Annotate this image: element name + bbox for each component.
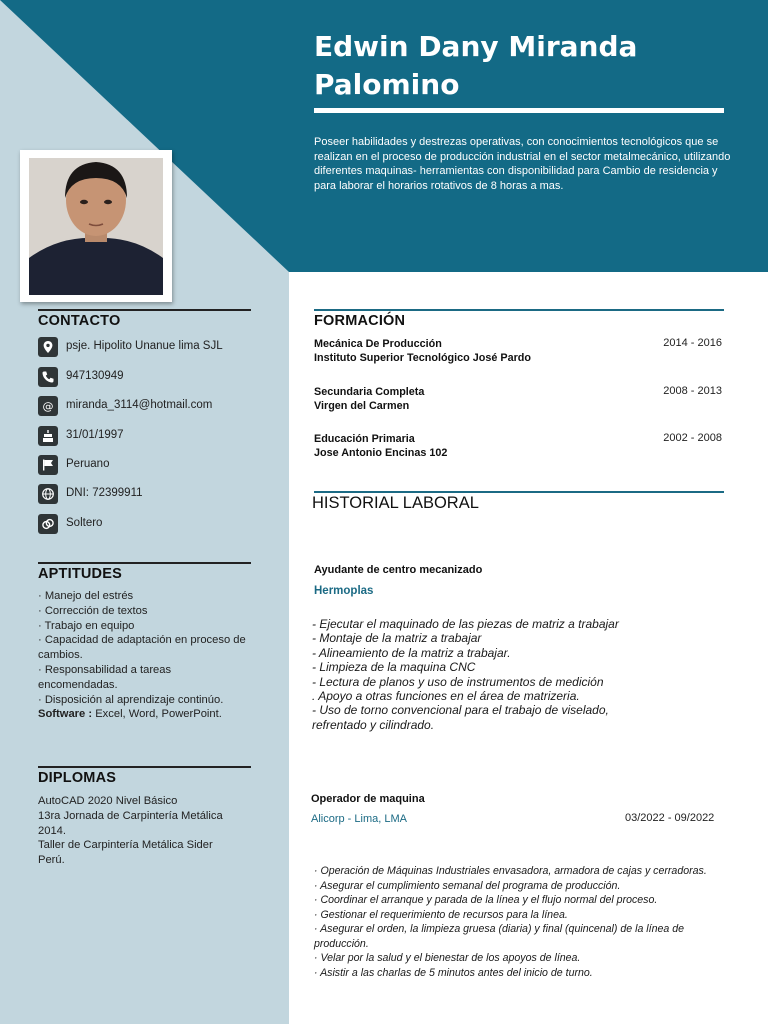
- location-icon: [38, 337, 58, 357]
- duty-item: . Apoyo a otras funciones en el área de matrizeria.: [312, 689, 580, 704]
- phone-icon: [38, 367, 58, 387]
- formacion-section-title: FORMACIÓN: [314, 313, 406, 329]
- objective-text: Poseer habilidades y destrezas operativas, con conocimientos tecnológicos que se realizan en el proceso de producción industrial en el sector metalmecánico, utilizando diferentes maquinas- herramientas con disponibilidad para Cambio de residencia y para laborar el horarios rotativos de 8 horas a mas.: [314, 136, 731, 192]
- education-degree: Secundaria Completa: [314, 386, 425, 398]
- duty-item: · Velar por la salud y el bienestar de los apoyos de línea.: [314, 952, 581, 964]
- job-company-name: Alicorp: [311, 813, 345, 825]
- list-item: Taller de Carpintería Metálica Sider Perú.: [38, 839, 213, 867]
- list-item: AutoCAD 2020 Nivel Básico: [38, 795, 178, 807]
- contact-dni: [38, 484, 278, 504]
- education-years: 2008 - 2013: [663, 385, 722, 397]
- diplomas-rule: [38, 766, 251, 768]
- duty-item: · Asegurar el orden, la limpieza gruesa (diaria) y final (quincenal) de la línea de producción.: [314, 923, 684, 950]
- contact-email: [38, 396, 278, 416]
- historial-section-title: HISTORIAL LABORAL: [312, 494, 479, 512]
- diplomas-section-title: DIPLOMAS: [38, 770, 117, 786]
- contact-phone-text: 947130949: [66, 370, 124, 382]
- duty-item: · Operación de Máquinas Industriales envasadora, armadora de cajas y cerradoras.: [314, 865, 707, 877]
- historial-rule: [314, 491, 724, 493]
- duty-item: - Uso de torno convencional para el trabajo de viselado, refrentado y cilindrado.: [312, 703, 609, 732]
- job-duties: [314, 864, 734, 980]
- aptitudes-section-title: APTITUDES: [38, 566, 122, 582]
- education-school: Jose Antonio Encinas 102: [314, 447, 448, 459]
- education-school: Instituto Superior Tecnológico José Pardo: [314, 352, 531, 364]
- list-item: · Corrección de textos: [38, 604, 148, 617]
- profile-photo: [29, 158, 163, 295]
- education-school: Virgen del Carmen: [314, 400, 410, 412]
- job-company: [311, 813, 407, 825]
- duty-item: · Gestionar el requerimiento de recursos para la línea.: [314, 908, 568, 921]
- list-item: · Responsabilidad a tareas encomendadas.: [38, 663, 172, 691]
- job-location: - Lima, LMA: [344, 813, 407, 825]
- job-company: Hermoplas: [314, 585, 374, 597]
- contact-section-title: CONTACTO: [38, 313, 121, 329]
- contact-nationality: [38, 455, 278, 475]
- name-underline: [314, 108, 724, 113]
- aptitudes-list: [38, 589, 253, 722]
- at-icon: [38, 396, 58, 416]
- duty-item: · Asegurar el cumplimiento semanal del programa de producción.: [314, 879, 621, 892]
- education-entry: [314, 432, 724, 462]
- contact-address-text: psje. Hipolito Unanue lima SJL: [66, 340, 223, 352]
- duty-item: · Asistir a las charlas de 5 minutos antes del inicio de turno.: [314, 966, 593, 979]
- software-label: Software :: [38, 708, 93, 721]
- job-title: Operador de maquina: [311, 793, 425, 805]
- globe-icon: [38, 484, 58, 504]
- candidate-name: [314, 28, 734, 104]
- software-line: [38, 707, 253, 722]
- job-duties: [312, 617, 632, 732]
- name-line-2: Palomino: [314, 68, 460, 101]
- software-value: Excel, Word, PowerPoint.: [92, 708, 222, 721]
- profile-photo-frame: [20, 150, 172, 302]
- education-degree: Mecánica De Producción: [314, 338, 442, 350]
- education-years: 2014 - 2016: [663, 337, 722, 349]
- duty-item: - Ejecutar el maquinado de las piezas de matriz a trabajar: [312, 617, 619, 631]
- duty-item: - Limpieza de la maquina CNC: [312, 660, 476, 675]
- contact-email-text: miranda_3114@hotmail.com: [66, 399, 213, 411]
- contact-nationality-text: Peruano: [66, 458, 110, 470]
- duty-item: · Coordinar el arranque y parada de la línea y el flujo normal del proceso.: [314, 894, 658, 906]
- contact-marital-status: [38, 514, 278, 534]
- duty-item: - Lectura de planos y uso de instrumentos de medición: [312, 674, 604, 689]
- svg-text:@: @: [42, 400, 54, 413]
- cake-icon: [38, 426, 58, 446]
- education-degree: Educación Primaria: [314, 433, 415, 445]
- contact-rule: [38, 309, 251, 311]
- formacion-rule: [314, 309, 724, 311]
- education-entry: [314, 337, 724, 367]
- name-line-1: Edwin Dany Miranda: [314, 30, 638, 63]
- contact-birthdate: [38, 426, 278, 446]
- contact-phone: [38, 367, 278, 387]
- education-years: 2002 - 2008: [663, 432, 722, 444]
- contact-address: [38, 337, 278, 357]
- contact-birthdate-text: 31/01/1997: [66, 429, 124, 441]
- list-item: · Capacidad de adaptación en proceso de cambios.: [38, 634, 246, 662]
- duty-item: - Montaje de la matriz a trabajar: [312, 631, 482, 646]
- duty-item: - Alineamiento de la matriz a trabajar.: [312, 645, 511, 660]
- job-title: Ayudante de centro mecanizado: [314, 564, 483, 576]
- flag-icon: [38, 455, 58, 475]
- contact-dni-text: DNI: 72399911: [66, 487, 143, 499]
- rings-icon: [38, 514, 58, 534]
- list-item: 13ra Jornada de Carpintería Metálica 2014.: [38, 809, 223, 837]
- aptitudes-rule: [38, 562, 251, 564]
- education-entry: [314, 385, 724, 415]
- list-item: · Manejo del estrés: [38, 590, 134, 602]
- diplomas-list: [38, 794, 238, 868]
- contact-marital-status-text: Soltero: [66, 517, 103, 529]
- list-item: · Trabajo en equipo: [38, 619, 135, 632]
- job-dates: 03/2022 - 09/2022: [625, 812, 715, 824]
- list-item: · Disposición al aprendizaje continúo.: [38, 693, 224, 706]
